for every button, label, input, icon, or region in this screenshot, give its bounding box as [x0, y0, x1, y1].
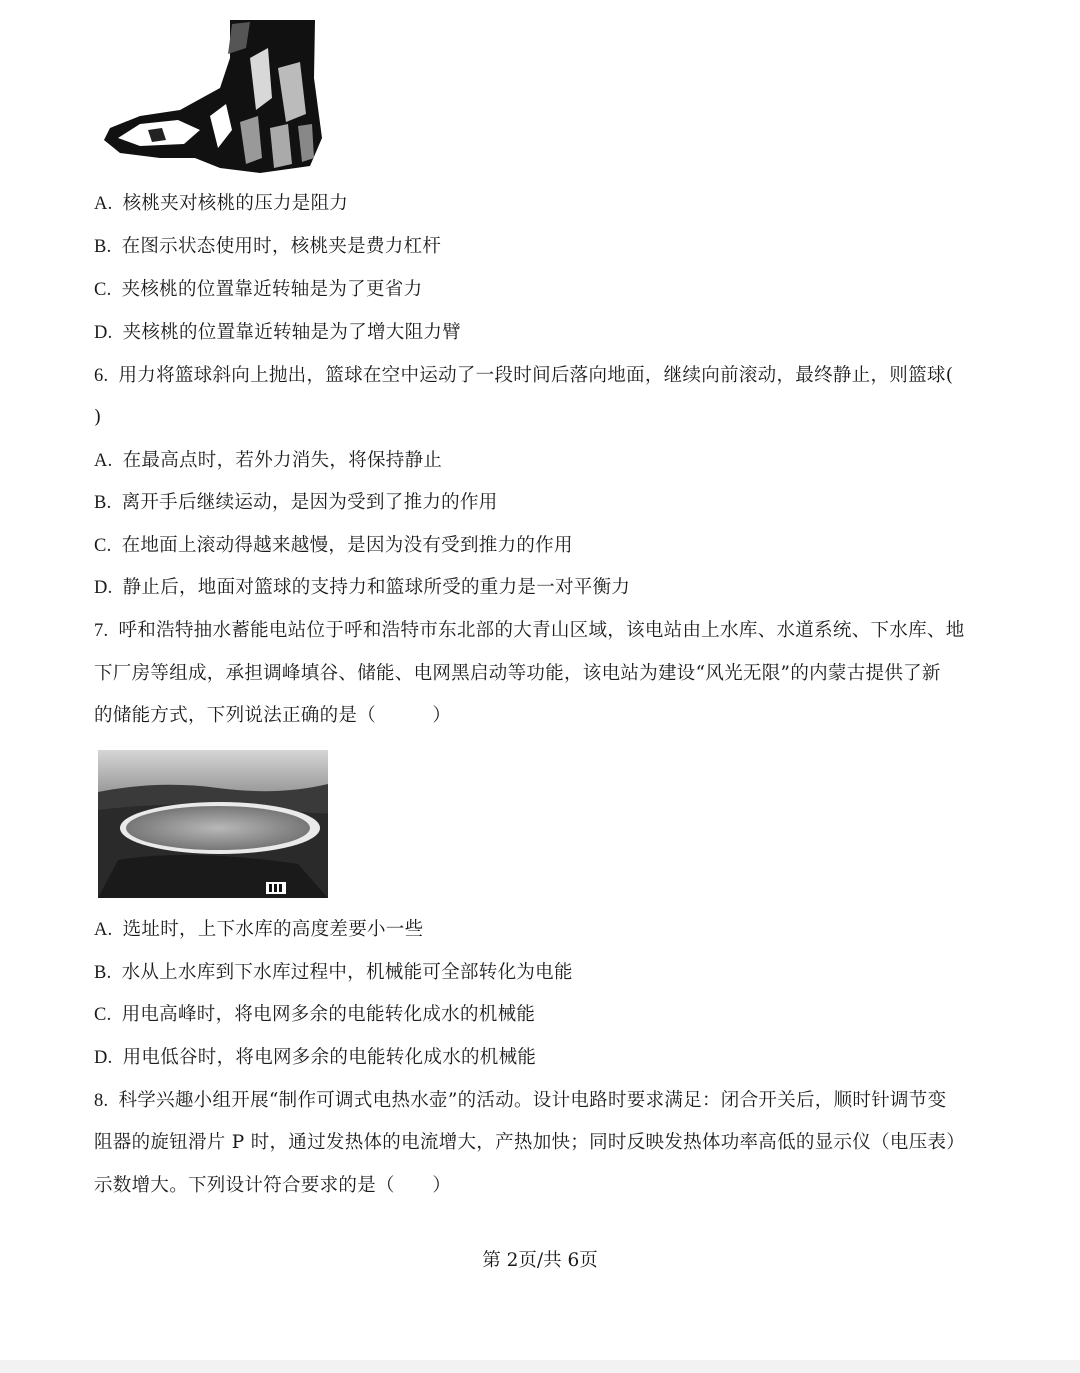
question-stem-line: 的储能方式，下列说法正确的是（ ） — [94, 705, 452, 726]
question-stem-line: 科学兴趣小组开展“制作可调式电热水壶”的活动。设计电路时要求满足：闭合开关后，顺时针调节变 — [118, 1090, 947, 1111]
question-stem-line: 用力将篮球斜向上抛出，篮球在空中运动了一段时间后落向地面，继续向前滚动，最终静止，则篮球( — [118, 365, 954, 386]
option-text: 夹核桃的位置靠近转轴是为了增大阻力臂 — [122, 322, 461, 343]
option-text: 静止后，地面对篮球的支持力和篮球所受的重力是一对平衡力 — [122, 577, 631, 598]
option-label: C. — [94, 536, 112, 556]
q6-option-c — [94, 534, 573, 558]
q7-stem-cont-1 — [94, 662, 941, 686]
option-label: D. — [94, 323, 113, 343]
q7-option-a — [94, 918, 423, 942]
question-stem-line: 呼和浩特抽水蓄能电站位于呼和浩特市东北部的大青山区域，该电站由上水库、水道系统、下水库、地 — [118, 620, 965, 641]
q5-option-a — [94, 192, 348, 216]
q6-stem — [94, 364, 953, 388]
question-stem-line: 示数增大。下列设计符合要求的是（ ） — [94, 1175, 452, 1196]
option-text: 在图示状态使用时，核桃夹是费力杠杆 — [121, 236, 442, 257]
option-text: 离开手后继续运动，是因为受到了推力的作用 — [121, 492, 498, 513]
question-stem-line: ) — [94, 407, 102, 428]
q7-option-c — [94, 1003, 535, 1027]
question-number: 6. — [94, 366, 109, 386]
q6-stem-cont — [94, 406, 102, 430]
q6-option-b — [94, 491, 498, 515]
option-label: B. — [94, 237, 112, 257]
reservoir-photo — [98, 750, 328, 898]
option-label: A. — [94, 920, 113, 940]
q7-option-b — [94, 961, 573, 985]
q5-option-c — [94, 278, 422, 302]
option-text: 在最高点时，若外力消失，将保持静止 — [122, 450, 443, 471]
q6-option-a — [94, 449, 442, 473]
option-label: A. — [94, 451, 113, 471]
question-stem-line: 下厂房等组成，承担调峰填谷、储能、电网黑启动等功能，该电站为建设“风光无限”的内蒙古提供了新 — [94, 663, 941, 684]
option-text: 核桃夹对核桃的压力是阻力 — [122, 193, 349, 214]
option-label: D. — [94, 1048, 113, 1068]
question-number: 7. — [94, 621, 109, 641]
option-text: 用电高峰时，将电网多余的电能转化成水的机械能 — [121, 1004, 536, 1025]
q8-stem-cont-1 — [94, 1131, 965, 1155]
option-label: C. — [94, 1005, 112, 1025]
q6-option-d — [94, 576, 630, 600]
page-footer — [0, 1246, 1080, 1272]
option-label: A. — [94, 194, 113, 214]
question-stem-line: 阻器的旋钮滑片 P 时，通过发热体的电流增大，产热加快；同时反映发热体功率高低的显示仪（电压表） — [94, 1132, 966, 1153]
option-text: 在地面上滚动得越来越慢，是因为没有受到推力的作用 — [121, 535, 573, 556]
q8-stem-cont-2 — [94, 1174, 451, 1198]
q7-option-d — [94, 1046, 536, 1070]
option-text: 用电低谷时，将电网多余的电能转化成水的机械能 — [122, 1047, 537, 1068]
option-label: C. — [94, 280, 112, 300]
option-text: 水从上水库到下水库过程中，机械能可全部转化为电能 — [121, 962, 573, 983]
q5-option-b — [94, 235, 441, 259]
option-text: 夹核桃的位置靠近转轴是为了更省力 — [121, 279, 423, 300]
q7-stem-cont-2 — [94, 704, 451, 728]
option-label: D. — [94, 578, 113, 598]
option-text: 选址时，上下水库的高度差要小一些 — [122, 919, 424, 940]
q5-option-d — [94, 321, 461, 345]
option-label: B. — [94, 493, 112, 513]
question-number: 8. — [94, 1091, 109, 1111]
option-label: B. — [94, 963, 112, 983]
page-number: 第 2页/共 6页 — [482, 1250, 598, 1271]
page-edge-shade — [0, 1360, 1080, 1373]
q7-stem — [94, 619, 965, 643]
walnut-cracker-figure — [100, 18, 322, 178]
q8-stem — [94, 1089, 946, 1113]
